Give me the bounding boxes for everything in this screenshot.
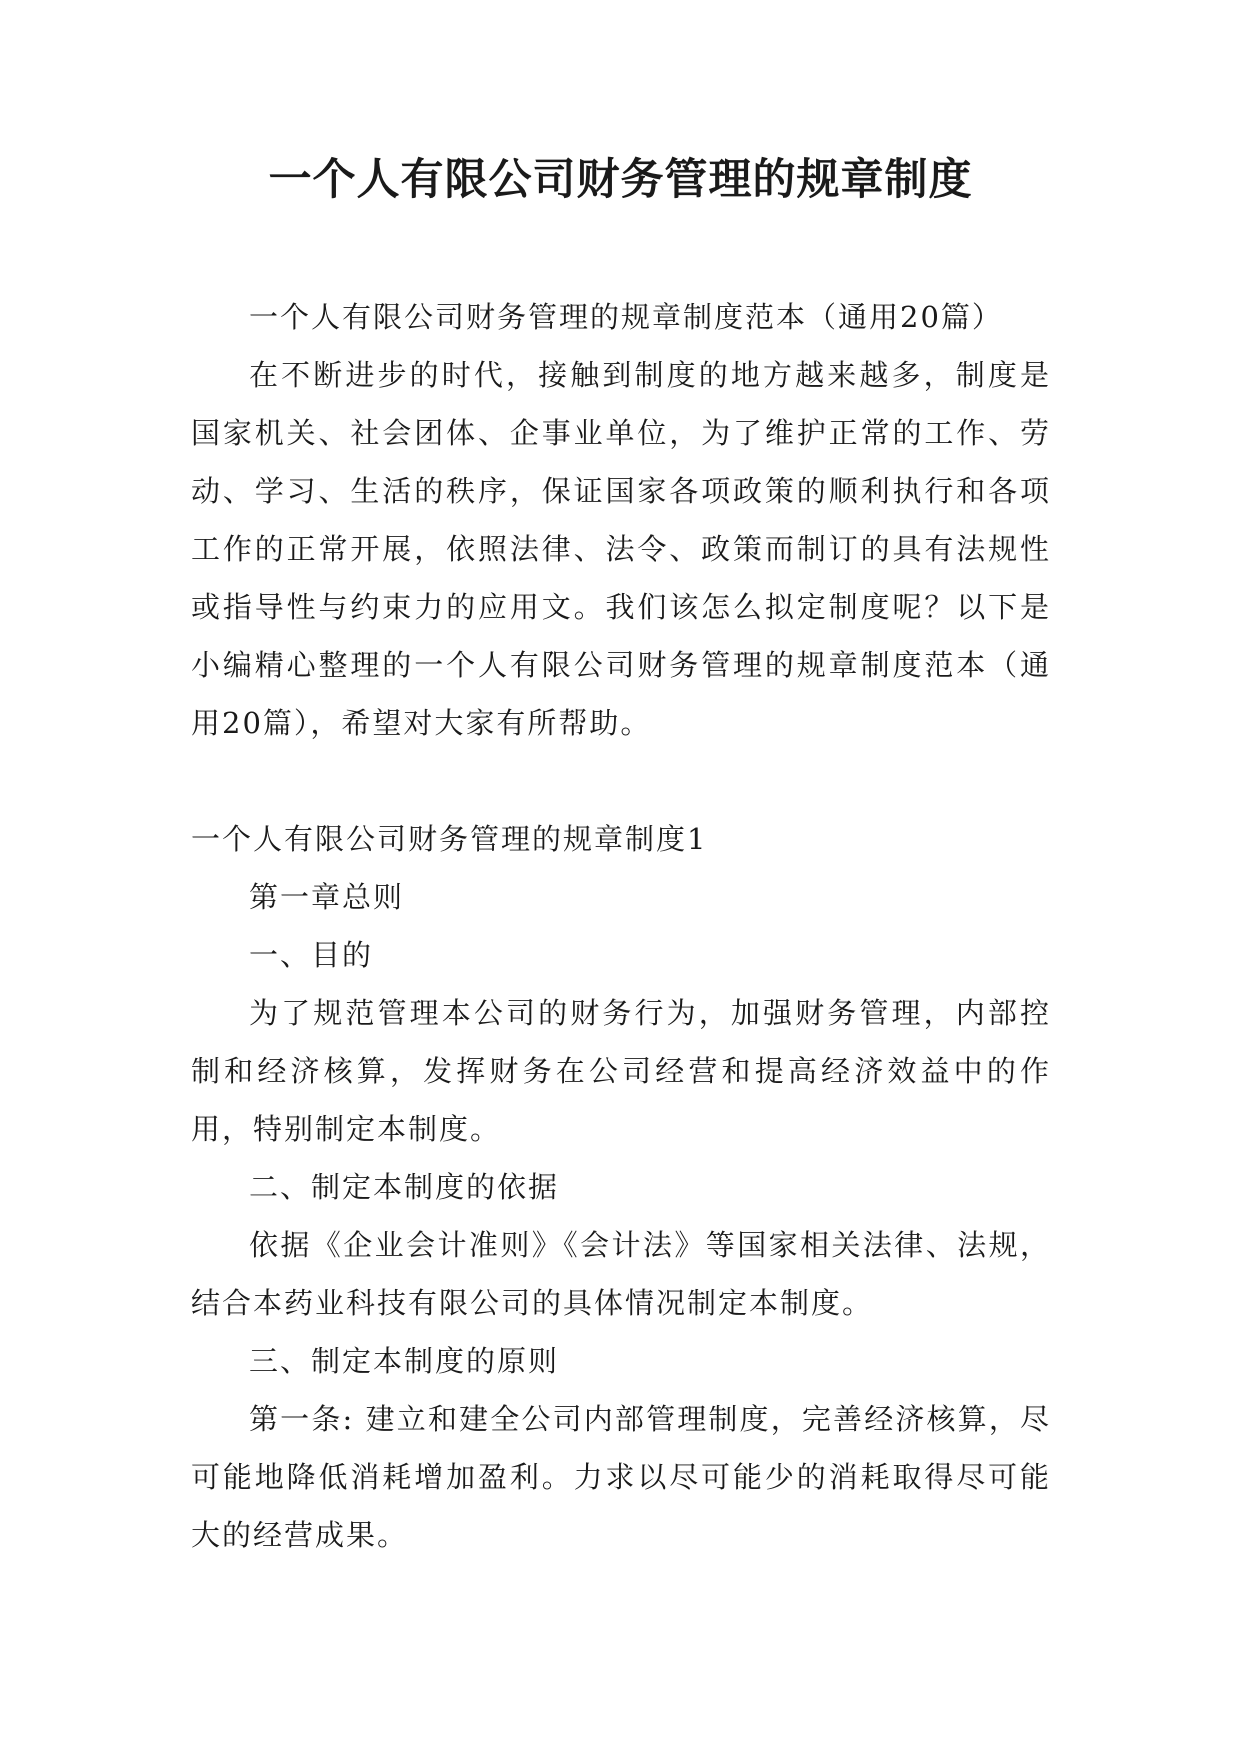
item-text-basis: 依据《企业会计准则》《会计法》等国家相关法律、法规，结合本药业科技有限公司的具体情况制定本制度。 [191, 1228, 1051, 1320]
item-text-purpose: 为了规范管理本公司的财务行为，加强财务管理，内部控制和经济核算，发挥财务在公司经营和提高经济效益中的作用，特别制定本制度。 [191, 996, 1051, 1146]
item-heading-basis: 二、制定本制度的依据 [249, 1170, 560, 1204]
section-heading: 一个人有限公司财务管理的规章制度1 [191, 822, 708, 856]
item-heading-principles: 三、制定本制度的原则 [249, 1344, 560, 1378]
section-1 [191, 810, 1051, 1564]
document-title: 一个人有限公司财务管理的规章制度 [268, 155, 973, 205]
intro-block [191, 288, 1051, 752]
intro-subtitle: 一个人有限公司财务管理的规章制度范本（通用20篇） [249, 300, 1003, 334]
intro-paragraph: 在不断进步的时代，接触到制度的地方越来越多，制度是国家机关、社会团体、企事业单位，为了维护正常的工作、劳动、学习、生活的秩序，保证国家各项政策的顺利执行和各项工作的正常开展，依照法律、法令、政策而制订的具有法规性或指导性与约束力的应用文。我们该怎么拟定制度呢？以下是小编精心整理的一个人有限公司财务管理的规章制度范本（通用20篇），希望对大家有所帮助。 [191, 358, 1051, 740]
item-heading-purpose: 一、目的 [249, 938, 374, 972]
chapter-heading: 第一章总则 [249, 880, 405, 914]
article-1: 第一条: 建立和建全公司内部管理制度，完善经济核算，尽可能地降低消耗增加盈利。力求以尽可能少的消耗取得尽可能大的经营成果。 [191, 1402, 1051, 1552]
